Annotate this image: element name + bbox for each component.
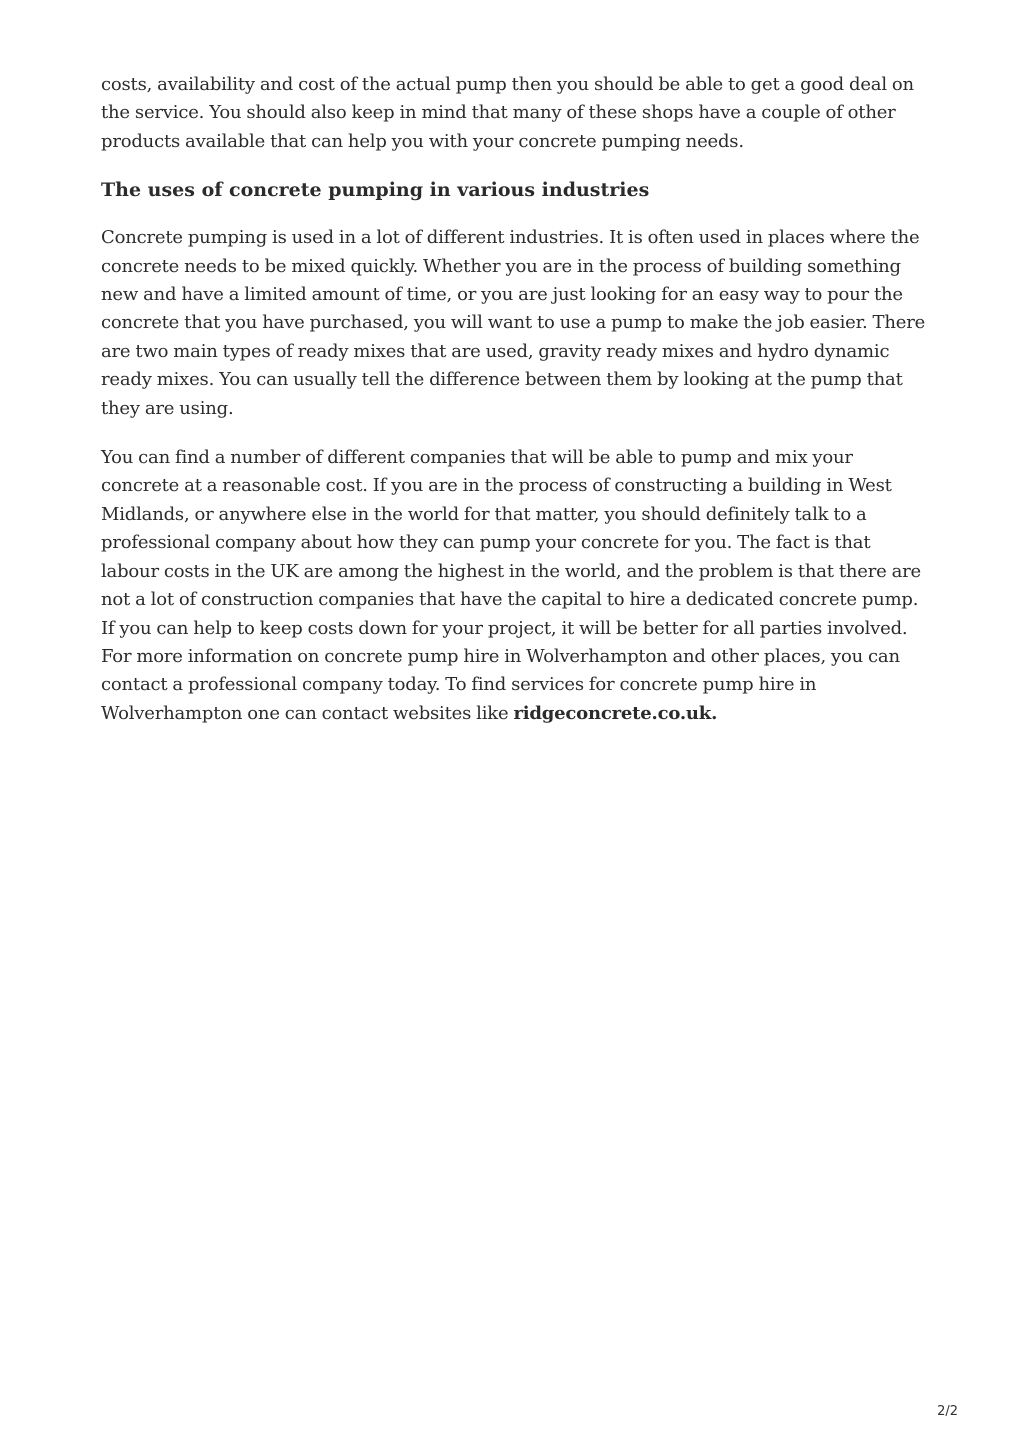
document-body xyxy=(101,71,931,728)
paragraph-uses: Concrete pumping is used in a lot of different industries. It is often used in places where the concrete needs to be mixed quickly. Whether you are in the process of building something new and have a limited amount of time, or you are just looking for an easy way to pour the concrete that you have purchased, you will want to use a pump to make the job easier. There are two main types of ready mixes that are used, gravity ready mixes and hydro dynamic ready mixes. You can usually tell the difference between them by looking at the pump that they are using. xyxy=(101,227,926,419)
paragraph-companies xyxy=(101,444,931,728)
website-link[interactable]: ridgeconcrete.co.uk. xyxy=(513,702,718,724)
page-number: 2/2 xyxy=(937,1404,958,1419)
section-heading: The uses of concrete pumping in various industries xyxy=(101,179,650,202)
paragraph-intro: costs, availability and cost of the actual pump then you should be able to get a good deal on the service. You should also keep in mind that many of these shops have a couple of other products available that can help you with your concrete pumping needs. xyxy=(101,74,914,152)
paragraph-companies-text: You can find a number of different companies that will be able to pump and mix your concrete at a reasonable cost. If you are in the process of constructing a building in West Midlands, or anywhere else in the world for that matter, you should definitely talk to a professional company about how they can pump your concrete for you. The fact is that labour costs in the UK are among the highest in the world, and the problem is that there are not a lot of construction companies that have the capital to hire a dedicated concrete pump. If you can help to keep costs down for your project, it will be better for all parties involved. For more information on concrete pump hire in Wolverhampton and other places, you can contact a professional company today. To find services for concrete pump hire in Wolverhampton one can contact websites like xyxy=(101,447,921,724)
